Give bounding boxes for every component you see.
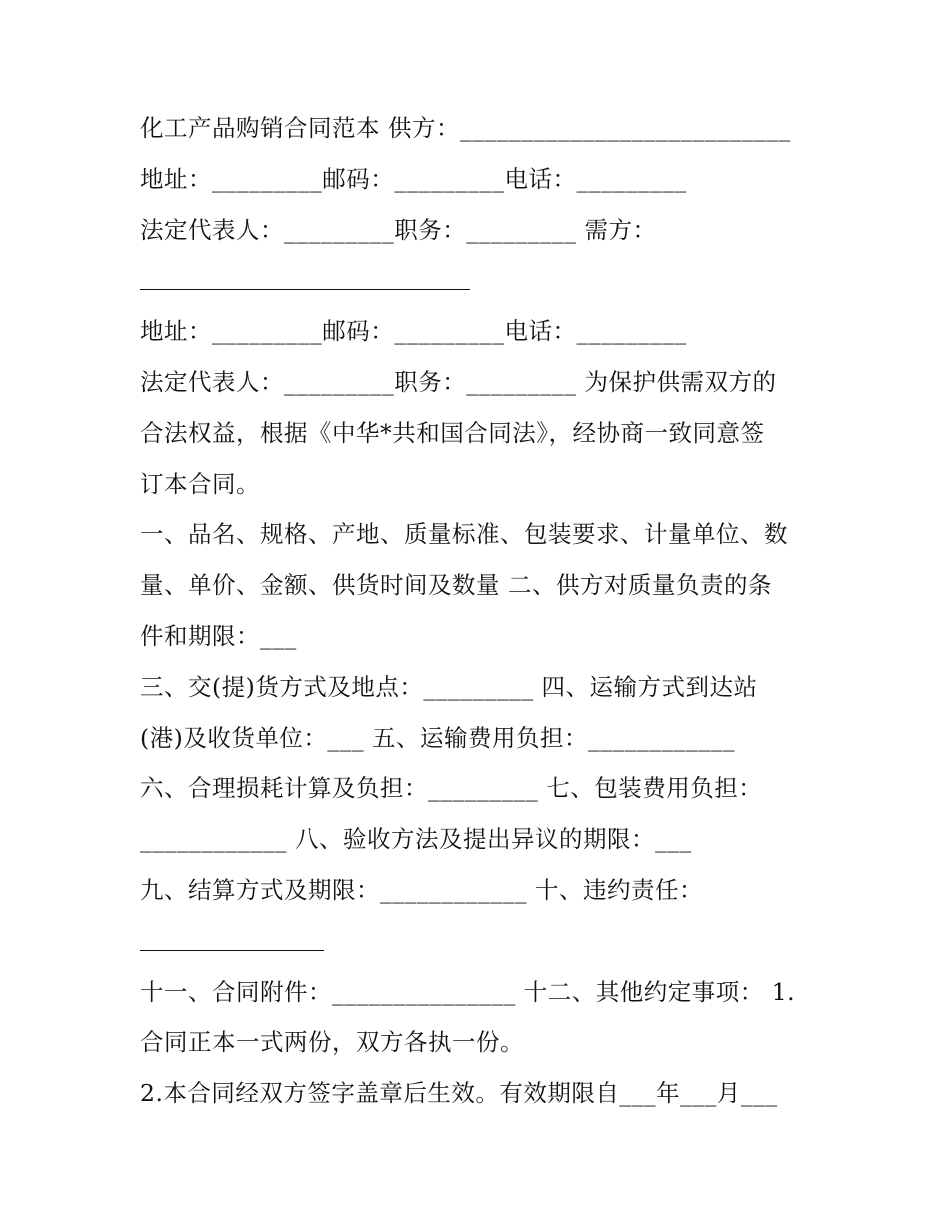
clause-10-blank-line: [140, 916, 820, 967]
clause-6-7-line: 六、合理损耗计算及负担：_________ 七、包装费用负担：: [140, 774, 763, 803]
preamble-line-1: 合法权益，根据《中华*共和国合同法》，经协商一致同意签: [140, 418, 765, 447]
buyer-name-blank-line: [140, 255, 820, 306]
clause-1-line-2: 量、单价、金额、供货时间及数量 二、供方对质量负责的条: [140, 571, 772, 600]
contract-title-line: 化工产品购销合同范本 供方：___________________________: [140, 114, 791, 142]
supplier-representative-line: 法定代表人：_________职务：_________ 需方：: [140, 215, 657, 244]
clause-1-line-1: 一、品名、规格、产地、质量标准、包装要求、计量单位、数: [140, 520, 788, 549]
clause-2-line: 件和期限：___: [140, 621, 297, 650]
clause-12-item-2-line: 2.本合同经双方签字盖章后生效。有效期限自___年___月___: [140, 1079, 778, 1108]
clause-3-4-line: 三、交(提)货方式及地点：_________ 四、运输方式到达站: [140, 672, 758, 701]
buyer-address-line: 地址：_________邮码：_________电话：_________: [140, 317, 687, 346]
clause-12-item-1-line: 合同正本一式两份，双方各执一份。: [140, 1028, 524, 1057]
buyer-representative-line: 法定代表人：_________职务：_________ 为保护供需双方的: [140, 367, 777, 396]
clause-11-12-line: 十一、合同附件：_______________ 十二、其他约定事项： 1.: [140, 977, 796, 1006]
breach-liability-underline: [140, 950, 324, 951]
supplier-address-line: 地址：_________邮码：_________电话：_________: [140, 164, 687, 193]
contract-page: [140, 103, 820, 1119]
buyer-name-underline: [140, 289, 470, 290]
clause-7-8-line: ____________ 八、验收方法及提出异议的期限：___: [140, 825, 692, 854]
preamble-line-2: 订本合同。: [140, 469, 260, 498]
clause-9-10-line: 九、结算方式及期限：____________ 十、违约责任：: [140, 875, 703, 904]
clause-4-5-line: (港)及收货单位：___ 五、运输费用负担：____________: [140, 723, 736, 752]
